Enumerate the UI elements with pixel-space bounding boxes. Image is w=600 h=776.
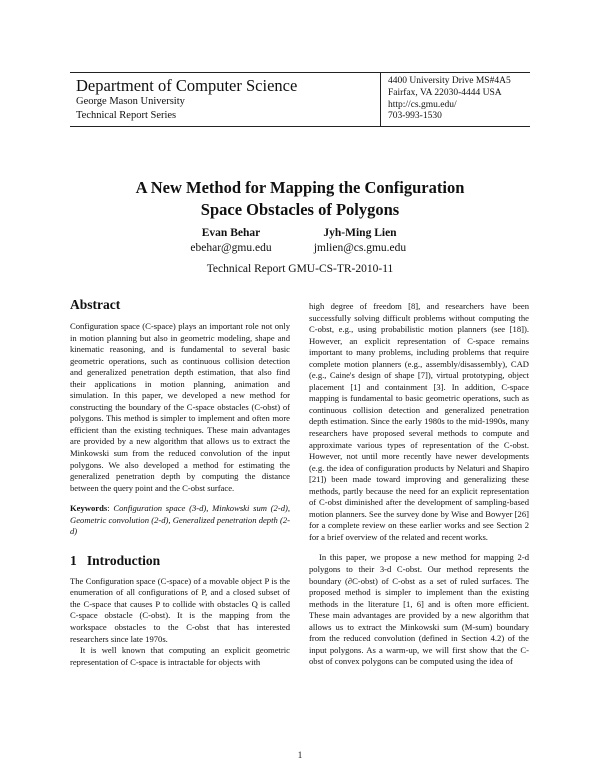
keywords: Keywords: Configuration space (3-d), Minkowski sum (2-d), Geometric convolution (2-d), Generalized penetration depth (2-d) (70, 503, 291, 537)
address-line: 4400 University Drive MS#4A5 (388, 76, 511, 86)
address-phone: 703-993-1530 (388, 111, 442, 122)
university-name: George Mason University (76, 96, 185, 107)
page-number: 1 (297, 750, 303, 760)
author-block (176, 226, 286, 256)
author-email: jmlien@cs.gmu.edu (313, 242, 407, 254)
report-header (70, 72, 530, 126)
right-column (309, 301, 529, 668)
left-column (70, 296, 290, 668)
title-line: Space Obstacles of Polygons (200, 200, 400, 219)
intro-paragraph: It is well known that computing an explicit geometric representation of C-space is intractable for objects with (70, 645, 290, 667)
abstract-heading: Abstract (70, 297, 121, 312)
header-institution (76, 76, 297, 123)
header-address (388, 76, 511, 123)
header-bottom-rule (70, 126, 530, 127)
keywords-label: Keywords (70, 503, 108, 514)
body-paragraph: high degree of freedom [8], and researchers have been successfully solving difficult problems without computing the C-obst, e.g., using probabilistic motion planners (see [18]). However, an explicit representation of C-space remains important to many problems, including problems that require complete motion planners (e.g., assembly/disassembly), CAD (e.g., Caine's design of shape [7]), virtual prototyping, object placement [1] and containment [3]. In addition, C-space mapping is fundamental to basic geometric operations, such as continuous collision detection and generalized penetration depth estimation. Since the early 1980s to the mid-1990s, many researchers have proposed several methods to compute and approximate various types of representation of the C-obst. However, not until more recently have newer developments (e.g. the idea of configuration products by Nelaturi and Shapiro [21]) been made toward improving and generalizing these methods, partly because the need for an explicit representation of C-obst diminished after the development of sampling-based motion planners. See the survey done by Wise and Bowyer [26] for a complete review on these earlier works and see Section 2 for a brief overview of the related and recent works. (309, 301, 529, 542)
keywords-list: Configuration space (3-d), Minkowski sum (2-d), Geometric convolution (2-d), Generalized penetration depth (2-d) (70, 503, 291, 537)
author-name: Evan Behar (201, 227, 261, 239)
address-line: Fairfax, VA 22030-4444 USA (388, 87, 502, 98)
author-email: ebehar@gmu.edu (190, 242, 272, 254)
header-top-rule (70, 72, 530, 73)
paper-title (0, 177, 600, 221)
report-number: Technical Report GMU-CS-TR-2010-11 (206, 263, 394, 275)
header-divider (380, 72, 381, 126)
abstract-text: Configuration space (C-space) plays an important role not only in motion planning but also in geometric modeling, shape and kinematic reasoning, and is fundamental to several basic geometric operations, such as continuous collision detection and generalized penetration depth estimation, that also find their applications in motion planning, animation and simulation. In this paper, we developed a new method for constructing the boundary of the C-space obstacles (C-obst) of polygons. This method is simpler to implement and often more efficient than the existing techniques. These main advantages are provided by a new algorithm that allows us to extract the Minkowski sum from the reduced convolution of the input polygons. We also developed a method for estimating the generalized penetration depth by computing the distance between the query point and the C-obst surface. (70, 321, 290, 493)
author-block (300, 226, 420, 256)
title-line: A New Method for Mapping the Configuration (135, 178, 465, 197)
intro-paragraph: The Configuration space (C-space) of a movable object P is the enumeration of all configurations of P, and a closed subset of the C-space that causes P to collide with obstacles Q is called C-space obstacle (C-obst). It is the mapping from the workspace obstacles to the C-obst that has interested researchers since late 1970s. (70, 575, 290, 644)
department-name: Department of Computer Science (76, 76, 298, 95)
address-url: http://cs.gmu.edu/ (388, 99, 457, 110)
report-series: Technical Report Series (76, 110, 177, 121)
body-paragraph: In this paper, we propose a new method for mapping 2-d polygons to their 3-d C-obst. Our method represents the boundary (∂C-obst) of C-obst as a set of ruled surfaces. The proposed method is simpler to implement than the existing methods in the literature [1, 6] and is often more efficient. These main advantages are provided by a new algorithm that allows us to extract the Minkowski sum (M-sum) boundary from the reduced convolution (defined in Section 4.2) of the input polygons. As a warm-up, we will first show that the C-obst of convex polygons can be computed using the idea of (309, 552, 529, 667)
introduction-heading: 1 Introduction (70, 552, 161, 568)
author-name: Jyh-Ming Lien (323, 227, 397, 239)
